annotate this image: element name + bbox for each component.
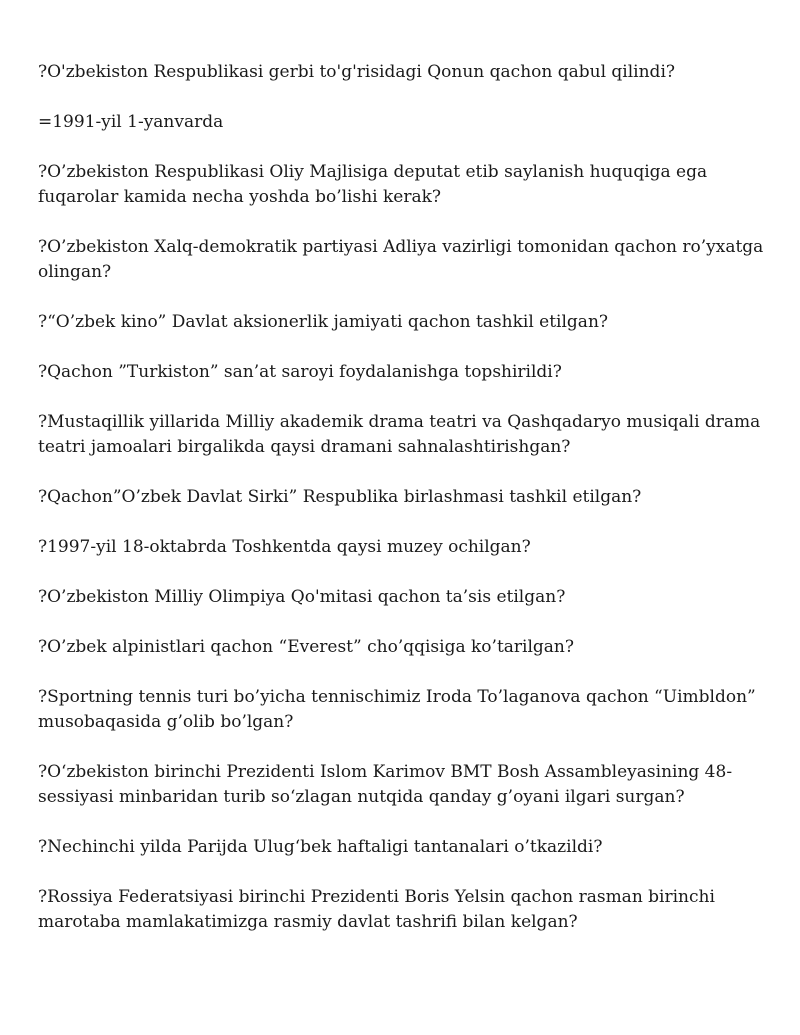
question-1: ?O'zbekiston Respublikasi gerbi to'g'risidagi Qonun qachon qabul qilindi? (38, 62, 675, 82)
question-5: ?Qachon ”Turkiston” san’at saroyi foydalanishga topshirildi? (38, 362, 562, 382)
question-3: ?O’zbekiston Xalq-demokratik partiyasi Adliya vazirligi tomonidan qachon ro’yxatga olingan? (38, 237, 764, 282)
question-9: ?O’zbekiston Milliy Olimpiya Qo'mitasi qachon ta’sis etilgan? (38, 587, 566, 607)
question-2: ?O’zbekiston Respublikasi Oliy Majlisiga deputat etib saylanish huquqiga ega fuqarolar kamida necha yoshda bo’lishi kerak? (38, 162, 708, 207)
question-11: ?Sportning tennis turi bo’yicha tennischimiz Iroda To’laganova qachon “Uimbldon” musobaqasida g’olib bo’lgan? (38, 687, 756, 732)
question-10: ?O’zbek alpinistlari qachon “Everest” cho’qqisiga ko’tarilgan? (38, 637, 574, 657)
document-body (38, 60, 778, 960)
question-4: ?“O’zbek kino” Davlat aksionerlik jamiyati qachon tashkil etilgan? (38, 312, 609, 332)
answer-1: =1991-yil 1-yanvarda (38, 112, 224, 132)
question-13: ?Nechinchi yilda Parijda Ulug‘bek haftaligi tantanalari o’tkazildi? (38, 837, 603, 857)
question-8: ?1997-yil 18-oktabrda Toshkentda qaysi muzey ochilgan? (38, 537, 531, 557)
question-14: ?Rossiya Federatsiyasi birinchi Prezidenti Boris Yelsin qachon rasman birinchi marotaba mamlakatimizga rasmiy davlat tashrifi bilan kelgan? (38, 887, 715, 932)
question-7: ?Qachon”O’zbek Davlat Sirki” Respublika birlashmasi tashkil etilgan? (38, 487, 642, 507)
question-12: ?O‘zbekiston birinchi Prezidenti Islom Karimov BMT Bosh Assambleyasining 48-sessiyasi minbaridan turib so‘zlagan nutqida qanday g’oyani ilgari surgan? (38, 762, 733, 807)
question-6: ?Mustaqillik yillarida Milliy akademik drama teatri va Qashqadaryo musiqali drama teatri jamoalari birgalikda qaysi dramani sahnalashtirishgan? (38, 412, 761, 457)
